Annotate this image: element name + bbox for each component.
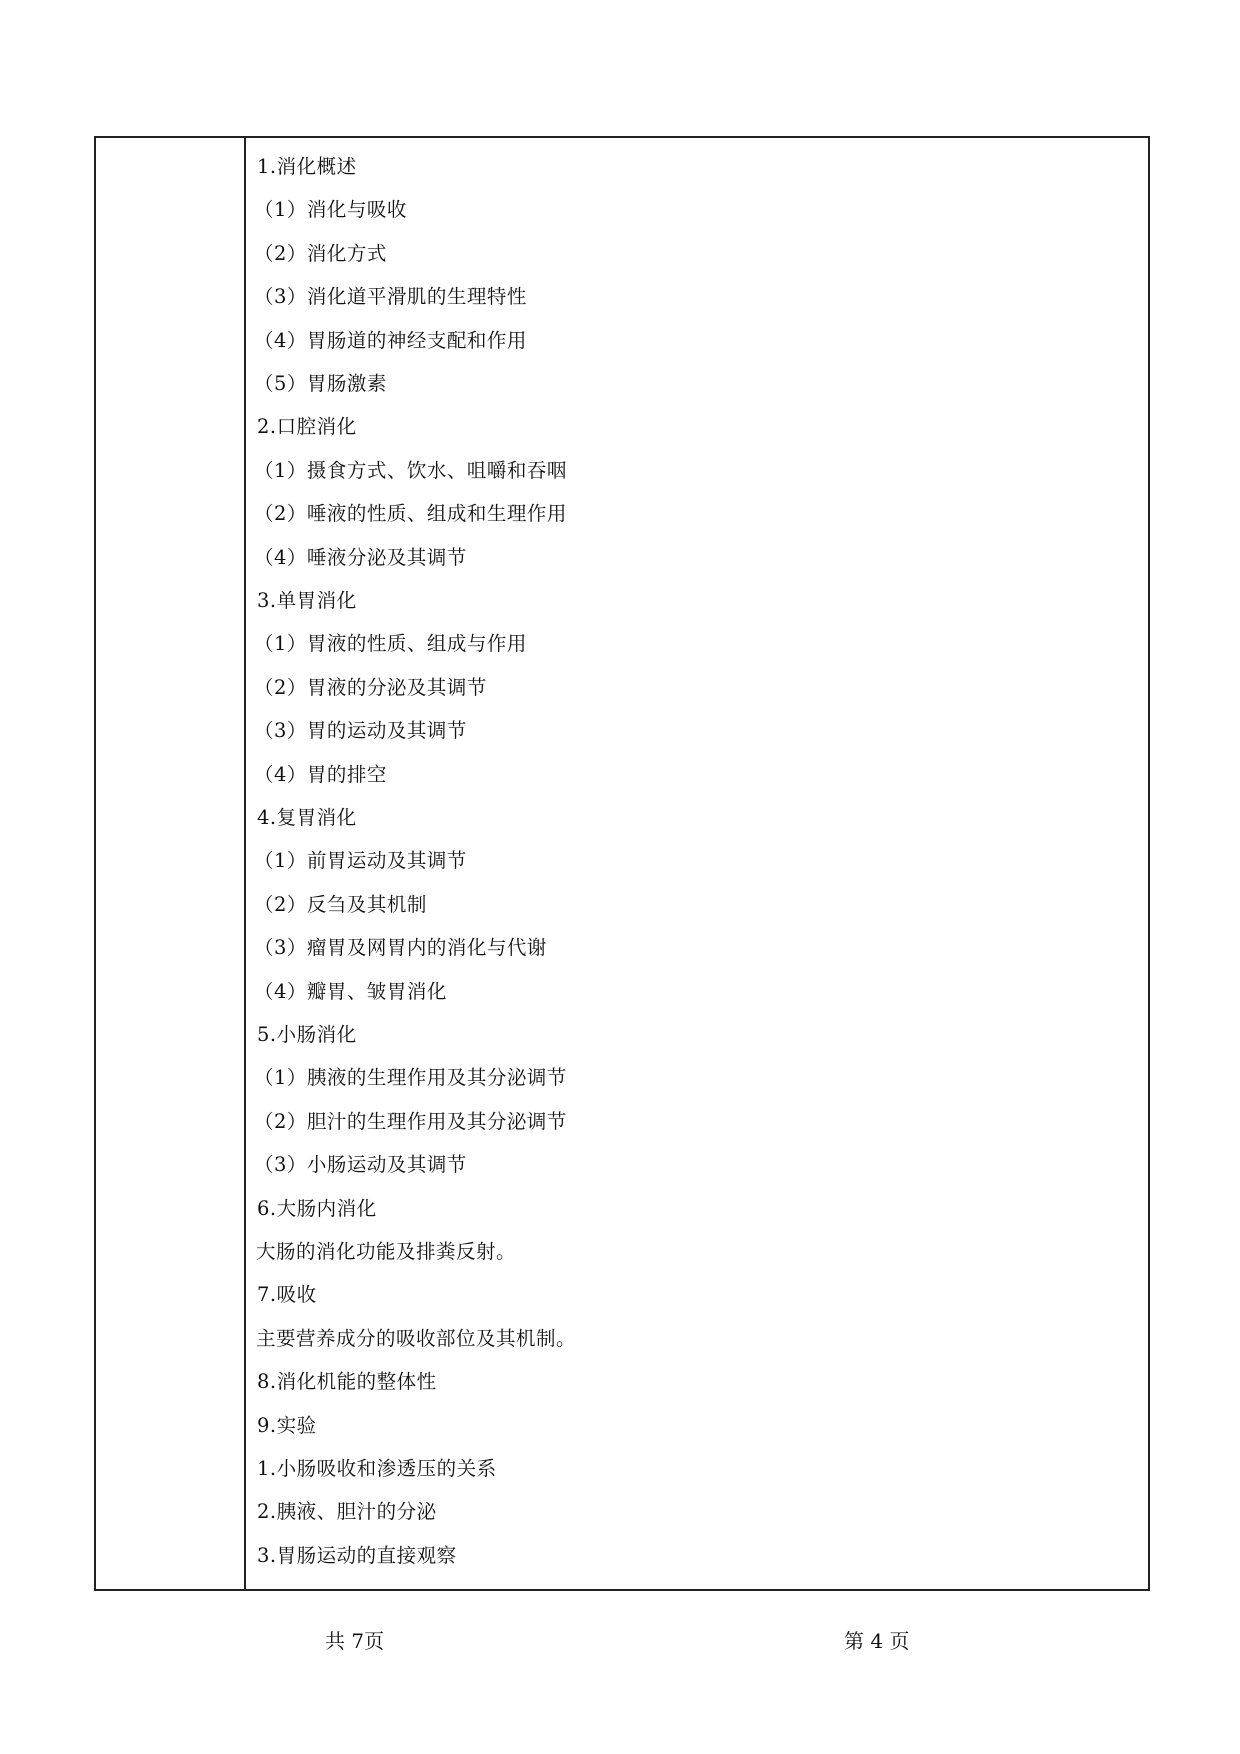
outline-item: （2）唾液的性质、组成和生理作用 bbox=[254, 502, 567, 526]
outline-item: （1）摄食方式、饮水、咀嚼和吞咽 bbox=[254, 458, 567, 482]
outline-item: （1）消化与吸收 bbox=[254, 198, 407, 222]
section-heading: 2.胰液、胆汁的分泌 bbox=[257, 1500, 437, 1524]
section-heading: 4.复胃消化 bbox=[257, 806, 357, 829]
section-heading: 5.小肠消化 bbox=[257, 1023, 357, 1046]
outline-item: （1）胃液的性质、组成与作用 bbox=[254, 632, 527, 656]
section-heading: 3.单胃消化 bbox=[257, 589, 357, 612]
outline-item: （2）胆汁的生理作用及其分泌调节 bbox=[254, 1109, 567, 1133]
outline-item: （1）胰液的生理作用及其分泌调节 bbox=[254, 1066, 567, 1090]
outline-item: （3）瘤胃及网胃内的消化与代谢 bbox=[254, 936, 547, 960]
outline-left-column bbox=[96, 138, 246, 1589]
section-heading: 3.胃肠运动的直接观察 bbox=[257, 1543, 457, 1567]
outline-item: （3）消化道平滑肌的生理特性 bbox=[254, 285, 527, 309]
section-heading: 6.大肠内消化 bbox=[257, 1196, 377, 1220]
section-heading: 7.吸收 bbox=[257, 1283, 317, 1307]
outline-item: （3）胃的运动及其调节 bbox=[254, 719, 467, 743]
outline-item: （3）小肠运动及其调节 bbox=[254, 1153, 467, 1177]
section-heading: 9.实验 bbox=[257, 1413, 317, 1437]
outline-item: （1）前胃运动及其调节 bbox=[254, 849, 467, 873]
outline-item: （4）唾液分泌及其调节 bbox=[254, 545, 467, 569]
section-heading: 1.小肠吸收和渗透压的关系 bbox=[257, 1457, 497, 1480]
outline-table bbox=[94, 136, 1150, 1591]
outline-item: （2）消化方式 bbox=[254, 241, 387, 265]
outline-item: （2）胃液的分泌及其调节 bbox=[254, 675, 487, 699]
outline-item: （4）瓣胃、皱胃消化 bbox=[254, 979, 447, 1003]
outline-content-column bbox=[248, 138, 1148, 1589]
outline-item: （4）胃的排空 bbox=[254, 762, 387, 786]
page-number: 第 4 页 bbox=[844, 1629, 910, 1653]
outline-item: （4）胃肠道的神经支配和作用 bbox=[254, 328, 527, 352]
section-heading: 1.消化概述 bbox=[257, 155, 357, 178]
section-text: 主要营养成分的吸收部位及其机制。 bbox=[256, 1326, 577, 1350]
section-text: 大肠的消化功能及排粪反射。 bbox=[256, 1240, 517, 1263]
outline-item: （5）胃肠激素 bbox=[254, 372, 387, 395]
section-heading: 8.消化机能的整体性 bbox=[257, 1370, 437, 1394]
outline-item: （2）反刍及其机制 bbox=[254, 892, 427, 916]
total-pages: 共 7页 bbox=[325, 1629, 385, 1653]
section-heading: 2.口腔消化 bbox=[257, 415, 357, 439]
